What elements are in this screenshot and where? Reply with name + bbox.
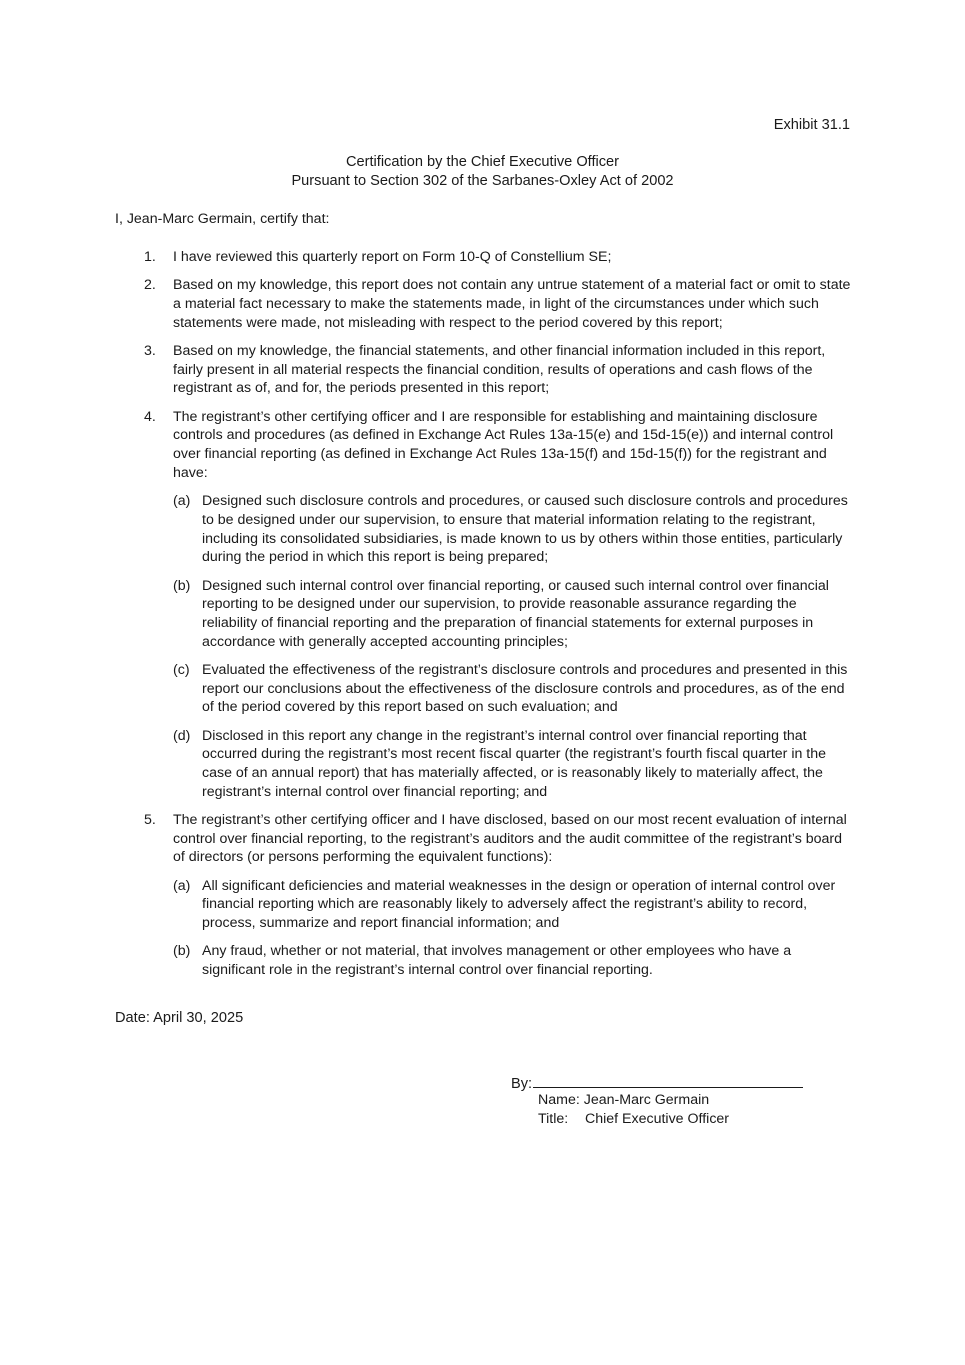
sub-item <box>173 492 855 567</box>
exhibit-label: Exhibit 31.1 <box>773 117 850 133</box>
sub-item <box>173 877 855 933</box>
certification-item <box>115 342 855 398</box>
item-number: 3. <box>144 343 156 359</box>
intro-statement: I, Jean-Marc Germain, certify that: <box>115 211 330 227</box>
sub-item <box>173 942 855 979</box>
signer-name: Jean-Marc Germain <box>583 1092 710 1108</box>
item-text: Based on my knowledge, this report does not contain any untrue statement of a material fact or omit to state a material fact necessary to make the statements made, in light of the circumstances under which such statements were made, not misleading with respect to the period covered by this report; <box>173 277 851 331</box>
certification-items <box>115 248 855 989</box>
certification-item <box>115 811 855 980</box>
signature-line <box>533 1072 803 1088</box>
sub-item-text: All significant deficiencies and material weaknesses in the design or operation of internal control over financial reporting which are reasonably likely to adversely affect the registrant’s ability to record, process, summarize and report financial information; and <box>202 877 836 932</box>
sub-item <box>173 727 855 802</box>
item-text: The registrant’s other certifying officer and I are responsible for establishing and maintaining disclosure controls and procedures (as defined in Exchange Act Rules 13a-15(e) and 15d-15(e)) and internal control over financial reporting (as defined in Exchange Act Rules 13a-15(f) and 15d-15(f)) for the registrant and have: <box>173 408 834 481</box>
signature-details <box>538 1091 729 1129</box>
title-line-2: Pursuant to Section 302 of the Sarbanes-Oxley Act of 2002 <box>291 172 674 189</box>
sub-item-list <box>173 877 855 980</box>
certification-item <box>115 408 855 802</box>
sub-item-letter: (b) <box>173 577 191 594</box>
sub-item-text: Any fraud, whether or not material, that involves management or other employees who have a significant role in the registrant’s internal control over financial reporting. <box>202 943 792 979</box>
sub-item-letter: (b) <box>173 943 191 960</box>
date-line: Date: April 30, 2025 <box>115 1010 244 1026</box>
sub-item-text: Designed such disclosure controls and procedures, or caused such disclosure controls and procedures to be designed under our supervision, to ensure that material information relating to the registrant, including its consolidated subsidiaries, is made known to us by others within those entities, particularly during the period in which this report is being prepared; <box>202 493 848 566</box>
item-number: 2. <box>144 277 156 294</box>
by-label: By: <box>511 1076 533 1092</box>
sub-item <box>173 661 855 717</box>
signer-title-row <box>538 1110 729 1129</box>
sub-item-text: Designed such internal control over financial reporting, or caused such internal control over financial reporting to be designed under our supervision, to provide reasonable assurance regarding the reliability of financial reporting and the preparation of financial statements for external purposes in accordance with generally accepted accounting principles; <box>202 577 829 650</box>
sub-item-letter: (a) <box>173 877 191 894</box>
document-title <box>0 153 965 190</box>
certification-item <box>115 248 855 267</box>
title-line-1: Certification by the Chief Executive Officer <box>345 154 620 170</box>
item-text: The registrant’s other certifying officer and I have disclosed, based on our most recent evaluation of internal control over financial reporting, to the registrant’s auditors and the audit committee of the registrant’s board of directors (or persons performing the equivalent functions): <box>173 812 847 866</box>
item-text: I have reviewed this quarterly report on Form 10-Q of Constellium SE; <box>173 249 612 265</box>
item-number: 1. <box>144 249 156 265</box>
sub-item-letter: (d) <box>173 727 191 744</box>
signer-name-row <box>538 1091 729 1110</box>
signer-title: Chief Executive Officer <box>585 1111 730 1127</box>
sub-item-text: Disclosed in this report any change in the registrant’s internal control over financial reporting that occurred during the registrant’s most recent fiscal quarter (the registrant’s fourth fiscal quarter in the case of an annual report) that has materially affected, or is reasonably likely to materially affect, the registrant’s internal control over financial reporting; and <box>202 727 827 800</box>
item-number: 5. <box>144 812 156 829</box>
title-label: Title: <box>538 1111 569 1127</box>
name-label: Name: <box>538 1092 580 1108</box>
certification-item <box>115 276 855 332</box>
sub-item-letter: (a) <box>173 493 191 510</box>
sub-item <box>173 577 855 652</box>
sub-item-list <box>173 492 855 801</box>
sub-item-letter: (c) <box>173 661 190 678</box>
item-text: Based on my knowledge, the financial statements, and other financial information included in this report, fairly present in all material respects the financial condition, results of operations and cash flows of the registrant as of, and for, the periods presented in this report; <box>173 343 826 397</box>
item-number: 4. <box>144 408 156 425</box>
sub-item-text: Evaluated the effectiveness of the registrant’s disclosure controls and procedures and presented in this report our conclusions about the effectiveness of the disclosure controls and procedures, as of the end of the period covered by this report based on such evaluation; and <box>202 661 848 716</box>
